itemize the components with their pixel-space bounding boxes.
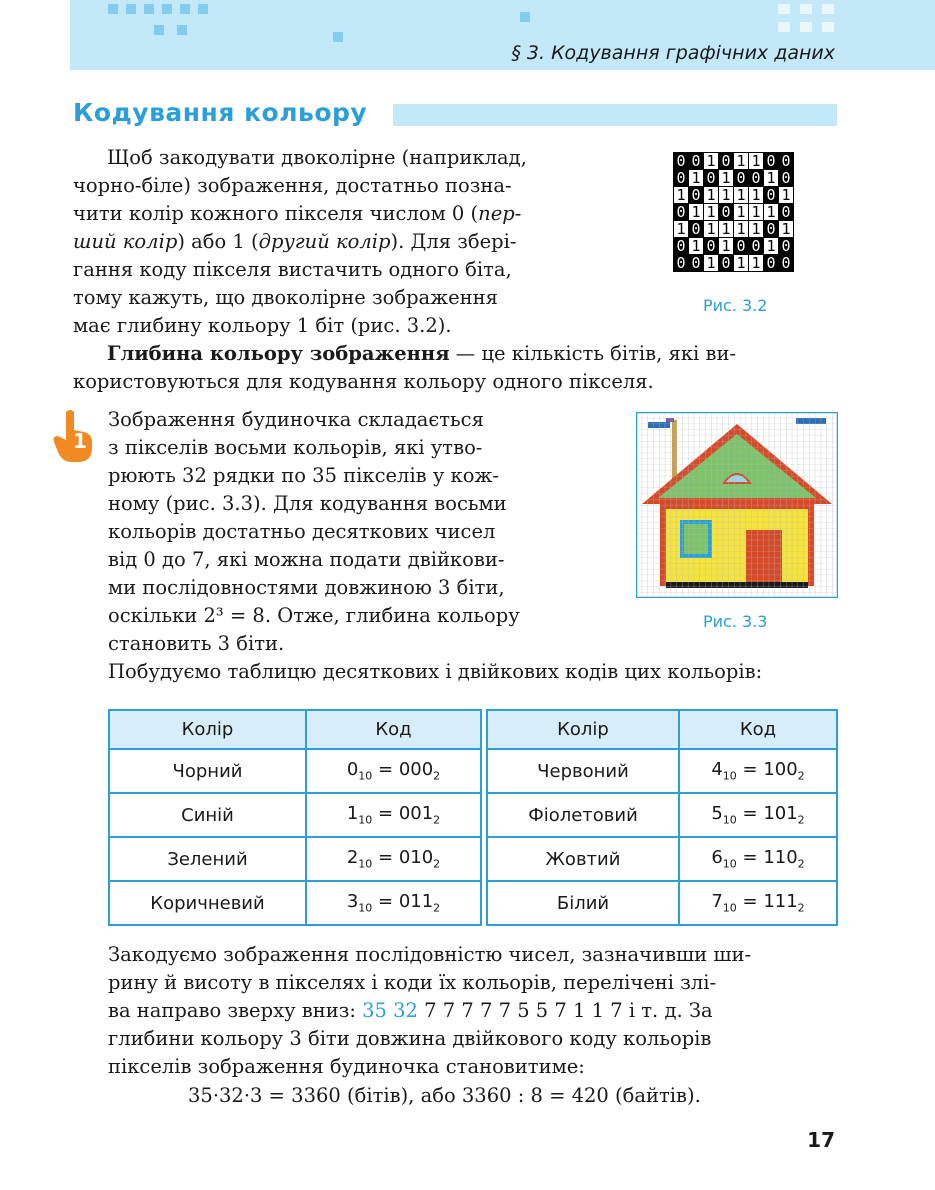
table-row	[487, 881, 837, 925]
text-line: має глибину кольору 1 біт (рис. 3.2).	[73, 314, 452, 337]
text-line: Глибина кольору зображення — це кількість бітів, які ви-	[107, 342, 737, 365]
bit-cell: 1	[734, 153, 748, 169]
bit-cell: 0	[719, 153, 733, 169]
text-line: кольорів достатньо десяткових чисел	[108, 520, 496, 543]
bit-cell: 1	[719, 238, 733, 254]
bit-cell: 1	[719, 187, 733, 203]
pointing-hand-icon	[52, 408, 96, 464]
bit-cell: 0	[719, 255, 733, 271]
bit-cell: 0	[779, 238, 793, 254]
bit-cell: 0	[764, 153, 778, 169]
bit-cell: 1	[689, 238, 703, 254]
bit-cell: 0	[779, 255, 793, 271]
bit-row	[674, 170, 793, 186]
section-title: Кодування кольору	[73, 98, 368, 127]
bit-cell: 1	[689, 170, 703, 186]
bit-cell: 0	[764, 255, 778, 271]
header-decor	[144, 4, 154, 14]
figure-3-3-caption: Рис. 3.3	[703, 612, 768, 631]
header-decor	[822, 22, 834, 32]
header-decor	[162, 4, 172, 14]
header-decor	[108, 4, 118, 14]
text-line: рину й висоту в пікселях і коди їх кольорів, перелічені злі-	[108, 971, 717, 994]
bit-cell: 0	[674, 204, 688, 220]
bit-cell: 0	[779, 170, 793, 186]
bit-cell: 0	[734, 238, 748, 254]
table-header: Код	[306, 710, 481, 749]
table-row	[487, 837, 837, 881]
bit-cell: 1	[704, 221, 718, 237]
header-decor	[177, 25, 187, 35]
color-code-table-right	[486, 709, 838, 926]
table-cell: Жовтий	[487, 837, 679, 881]
bit-cell: 0	[719, 204, 733, 220]
bit-cell: 0	[779, 204, 793, 220]
bit-cell: 1	[704, 204, 718, 220]
text-line: чити колір кожного пікселя числом 0 (пер-	[73, 202, 522, 225]
figure-3-2-bit-grid	[673, 152, 794, 272]
svg-text:1: 1	[73, 429, 87, 453]
bit-row	[674, 187, 793, 203]
bit-cell: 1	[749, 204, 763, 220]
bit-cell: 0	[734, 170, 748, 186]
text-line: ми послідовностями довжиною 3 біти,	[108, 576, 505, 599]
table-header: Колір	[109, 710, 306, 749]
bit-cell: 1	[749, 187, 763, 203]
text-line: від 0 до 7, які можна подати двійкови-	[108, 548, 505, 571]
bit-cell: 0	[674, 153, 688, 169]
header-decor	[778, 22, 790, 32]
table-cell: Чорний	[109, 749, 306, 793]
page-number: 17	[807, 1128, 835, 1152]
bit-cell: 1	[749, 255, 763, 271]
table-row	[109, 837, 481, 881]
bit-cell: 1	[704, 153, 718, 169]
bit-row	[674, 255, 793, 271]
figure-3-3-house-pixel-image	[636, 412, 838, 598]
bit-cell: 1	[704, 187, 718, 203]
table-row	[487, 749, 837, 793]
table-header: Колір	[487, 710, 679, 749]
bit-row	[674, 221, 793, 237]
color-code-table-left	[108, 709, 482, 926]
text-line: оскільки 2³ = 8. Отже, глибина кольору	[108, 604, 520, 627]
bit-cell: 1	[749, 153, 763, 169]
figure-3-2-caption: Рис. 3.2	[703, 296, 768, 315]
table-row	[109, 749, 481, 793]
table-cell: $2_{10} = 010_2$	[306, 837, 481, 881]
bit-cell: 0	[689, 221, 703, 237]
text-line: пікселів зображення будиночка становитиме:	[108, 1055, 585, 1078]
bit-cell: 1	[704, 255, 718, 271]
table-cell: Білий	[487, 881, 679, 925]
definition-term: Глибина кольору зображення	[107, 342, 450, 365]
bit-cell: 0	[674, 238, 688, 254]
running-header: § 3. Кодування графічних даних	[511, 42, 835, 64]
header-decor	[154, 25, 164, 35]
text-line: ному (рис. 3.3). Для кодування восьми	[108, 492, 507, 515]
bit-cell: 1	[719, 170, 733, 186]
bit-cell: 1	[779, 187, 793, 203]
bit-cell: 0	[674, 255, 688, 271]
table-row	[109, 881, 481, 925]
paragraph-4	[108, 941, 838, 1081]
text-line: Закодуємо зображення послідовністю чисел, зазначивши ши-	[108, 943, 752, 966]
table-cell: $4_{10} = 100_2$	[679, 749, 837, 793]
header-decor	[126, 4, 136, 14]
header-decor	[822, 4, 834, 14]
header-decor	[333, 32, 343, 42]
text-line: гання коду пікселя вистачить одного біта,	[73, 258, 512, 281]
paragraph-2	[108, 406, 584, 658]
bit-cell: 1	[764, 170, 778, 186]
bit-cell: 0	[764, 187, 778, 203]
header-decor	[180, 4, 190, 14]
table-header: Код	[679, 710, 837, 749]
header-decor	[800, 22, 812, 32]
table-cell: $5_{10} = 101_2$	[679, 793, 837, 837]
text-line: рюють 32 рядки по 35 пікселів у кож-	[108, 464, 499, 487]
table-cell: Зелений	[109, 837, 306, 881]
text-line: становить 3 біти.	[108, 632, 285, 655]
section-title-bar	[393, 104, 837, 126]
formula: 35·32·3 = 3360 (бітів), або 3360 : 8 = 420 (байтів).	[188, 1084, 701, 1107]
table-cell: $3_{10} = 011_2$	[306, 881, 481, 925]
bit-cell: 1	[764, 238, 778, 254]
bit-cell: 0	[689, 153, 703, 169]
bit-cell: 0	[704, 170, 718, 186]
table-cell: Синій	[109, 793, 306, 837]
bit-cell: 0	[674, 170, 688, 186]
text-line: користовуються для кодування кольору одного пікселя.	[73, 370, 654, 393]
bit-cell: 1	[734, 255, 748, 271]
bit-cell: 0	[689, 255, 703, 271]
bit-row	[674, 204, 793, 220]
header-decor	[778, 4, 790, 14]
highlight-dimensions: 35 32	[362, 999, 418, 1022]
bit-cell: 1	[764, 204, 778, 220]
header-decor	[198, 4, 208, 14]
text-line: з пікселів восьми кольорів, які утво-	[108, 436, 483, 459]
header-decor	[800, 4, 812, 14]
table-cell: Коричневий	[109, 881, 306, 925]
table-cell: $1_{10} = 001_2$	[306, 793, 481, 837]
paragraph-1	[73, 144, 583, 340]
table-cell: $7_{10} = 111_2$	[679, 881, 837, 925]
bit-cell: 0	[749, 170, 763, 186]
bit-cell: 1	[674, 221, 688, 237]
table-cell: $0_{10} = 000_2$	[306, 749, 481, 793]
table-row	[487, 793, 837, 837]
bit-cell: 1	[749, 221, 763, 237]
definition	[73, 340, 838, 396]
text-line: Зображення будиночка складається	[108, 408, 484, 431]
text-line: ва направо зверху вниз: 35 32 7 7 7 7 7 5 5 7 1 1 7 і т. д. За	[108, 999, 713, 1022]
bit-row	[674, 153, 793, 169]
bit-cell: 0	[764, 221, 778, 237]
header-decor	[520, 12, 530, 22]
bit-cell: 1	[779, 221, 793, 237]
text-line: чорно-біле) зображення, достатньо позна-	[73, 174, 512, 197]
table-row	[109, 793, 481, 837]
text-line: тому кажуть, що двоколірне зображення	[73, 286, 498, 309]
bit-cell: 0	[749, 238, 763, 254]
paragraph-3: Побудуємо таблицю десяткових і двійкових кодів цих кольорів:	[108, 660, 763, 683]
table-cell: $6_{10} = 110_2$	[679, 837, 837, 881]
bit-cell: 1	[689, 204, 703, 220]
table-cell: Червоний	[487, 749, 679, 793]
table-cell: Фіолетовий	[487, 793, 679, 837]
text-line: глибини кольору 3 біти довжина двійкового коду кольорів	[108, 1027, 712, 1050]
bit-cell: 1	[734, 204, 748, 220]
bit-cell: 1	[674, 187, 688, 203]
bit-cell: 1	[734, 187, 748, 203]
bit-cell: 1	[719, 221, 733, 237]
bit-row	[674, 238, 793, 254]
text-line: Щоб закодувати двоколірне (наприклад,	[107, 146, 527, 169]
bit-cell: 0	[704, 238, 718, 254]
bit-cell: 0	[779, 153, 793, 169]
bit-cell: 1	[734, 221, 748, 237]
text-line: ший колір) або 1 (другий колір). Для збері-	[73, 230, 517, 253]
bit-cell: 0	[689, 187, 703, 203]
